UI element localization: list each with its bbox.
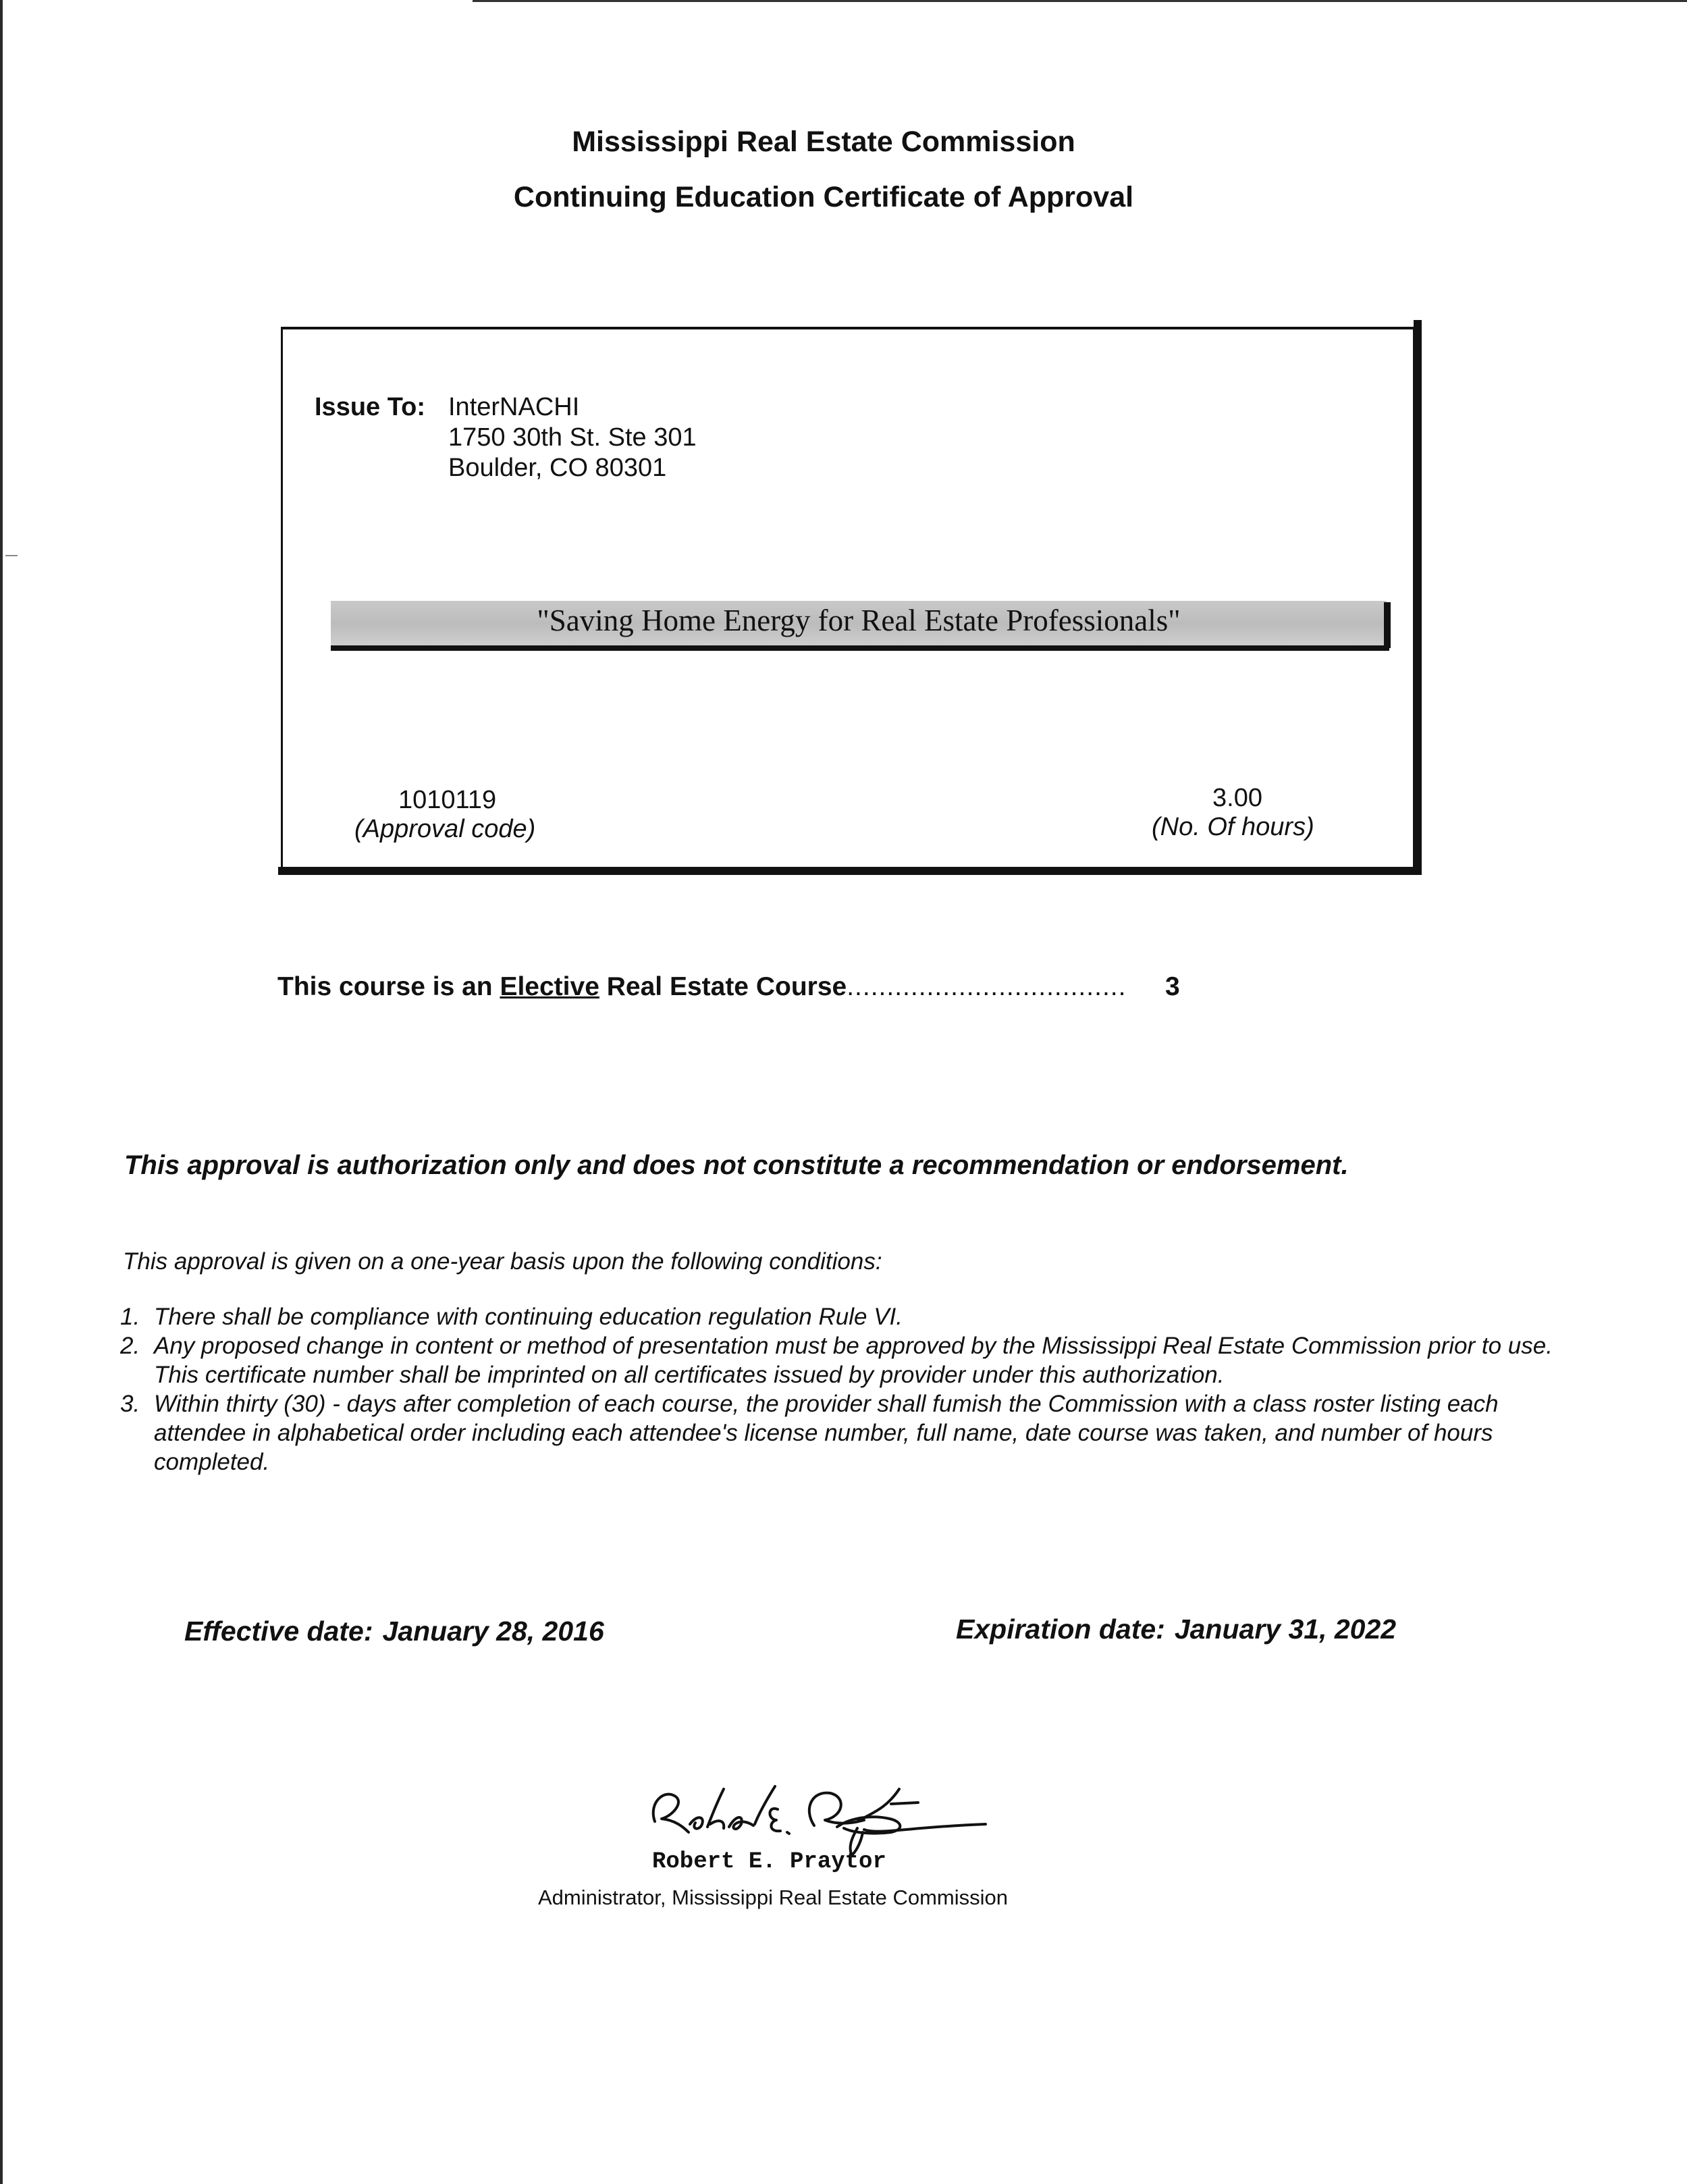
hours-value: 3.00 [1212,784,1262,812]
box-shadow-right [1414,320,1422,874]
scan-edge-top [473,0,1687,2]
course-title: "Saving Home Energy for Real Estate Professionals" [537,604,1181,637]
condition-number: 1. [120,1304,140,1330]
condition-number: 3. [120,1391,140,1417]
course-type-prefix: This course is an [277,972,500,1001]
course-type-line [277,972,1126,1002]
condition-text: Within thirty (30) - days after completion of each course, the provider shall fumish the Commission with a class roster listing each attendee in alphabetical order including each attendee's license number, full name, date course was taken, and number of hours completed. [154,1391,1499,1475]
conditions-list [120,1302,1572,1476]
course-type-suffix: Real Estate Course [599,972,847,1001]
condition-text: There shall be compliance with continuing education regulation Rule VI. [154,1304,903,1330]
signatory-name: Robert E. Praytor [652,1849,886,1875]
scan-edge-left [0,0,3,2184]
condition-text: Any proposed change in content or method of presentation must be approved by the Mississippi Real Estate Commission prior to use. This certificate number shall be imprinted on all certificates issued by provider under this authorization. [154,1333,1553,1388]
condition-item [120,1331,1572,1389]
course-type-elective: Elective [500,972,599,1001]
effective-date-value: January 28, 2016 [382,1616,604,1647]
box-shadow-bottom [278,867,1422,875]
approval-code: 1010119 [398,786,497,814]
signatory-title: Administrator, Mississippi Real Estate Commission [538,1886,1008,1909]
hours-label: (No. Of hours) [1152,813,1314,841]
expiration-date-value: January 31, 2022 [1174,1614,1397,1645]
scan-mark [5,555,18,556]
header-commission-name: Mississippi Real Estate Commission [572,126,1075,158]
effective-date-label: Effective date: [184,1616,373,1647]
conditions-intro: This approval is given on a one-year basis upon the following conditions: [123,1248,882,1275]
course-title-underline [331,645,1389,651]
effective-date [184,1616,604,1647]
handwritten-signature [635,1762,999,1863]
expiration-date-label: Expiration date: [956,1614,1165,1645]
expiration-date [956,1614,1396,1645]
issue-to-address-line1: 1750 30th St. Ste 301 [448,423,697,452]
condition-number: 2. [120,1333,140,1359]
condition-item [120,1302,1572,1331]
issue-to-address-line2: Boulder, CO 80301 [448,454,667,482]
condition-item [120,1389,1572,1476]
course-type-hours: 3 [1165,972,1180,1001]
issue-to-label: Issue To: [315,393,425,421]
issue-to-name: InterNACHI [448,393,580,421]
approval-note: This approval is authorization only and does not constitute a recommendation or endorsement. [124,1150,1349,1180]
header-certificate-title: Continuing Education Certificate of Approval [513,181,1134,213]
course-type-dots: ................................... [847,972,1127,1001]
approval-code-label: (Approval code) [354,815,536,843]
